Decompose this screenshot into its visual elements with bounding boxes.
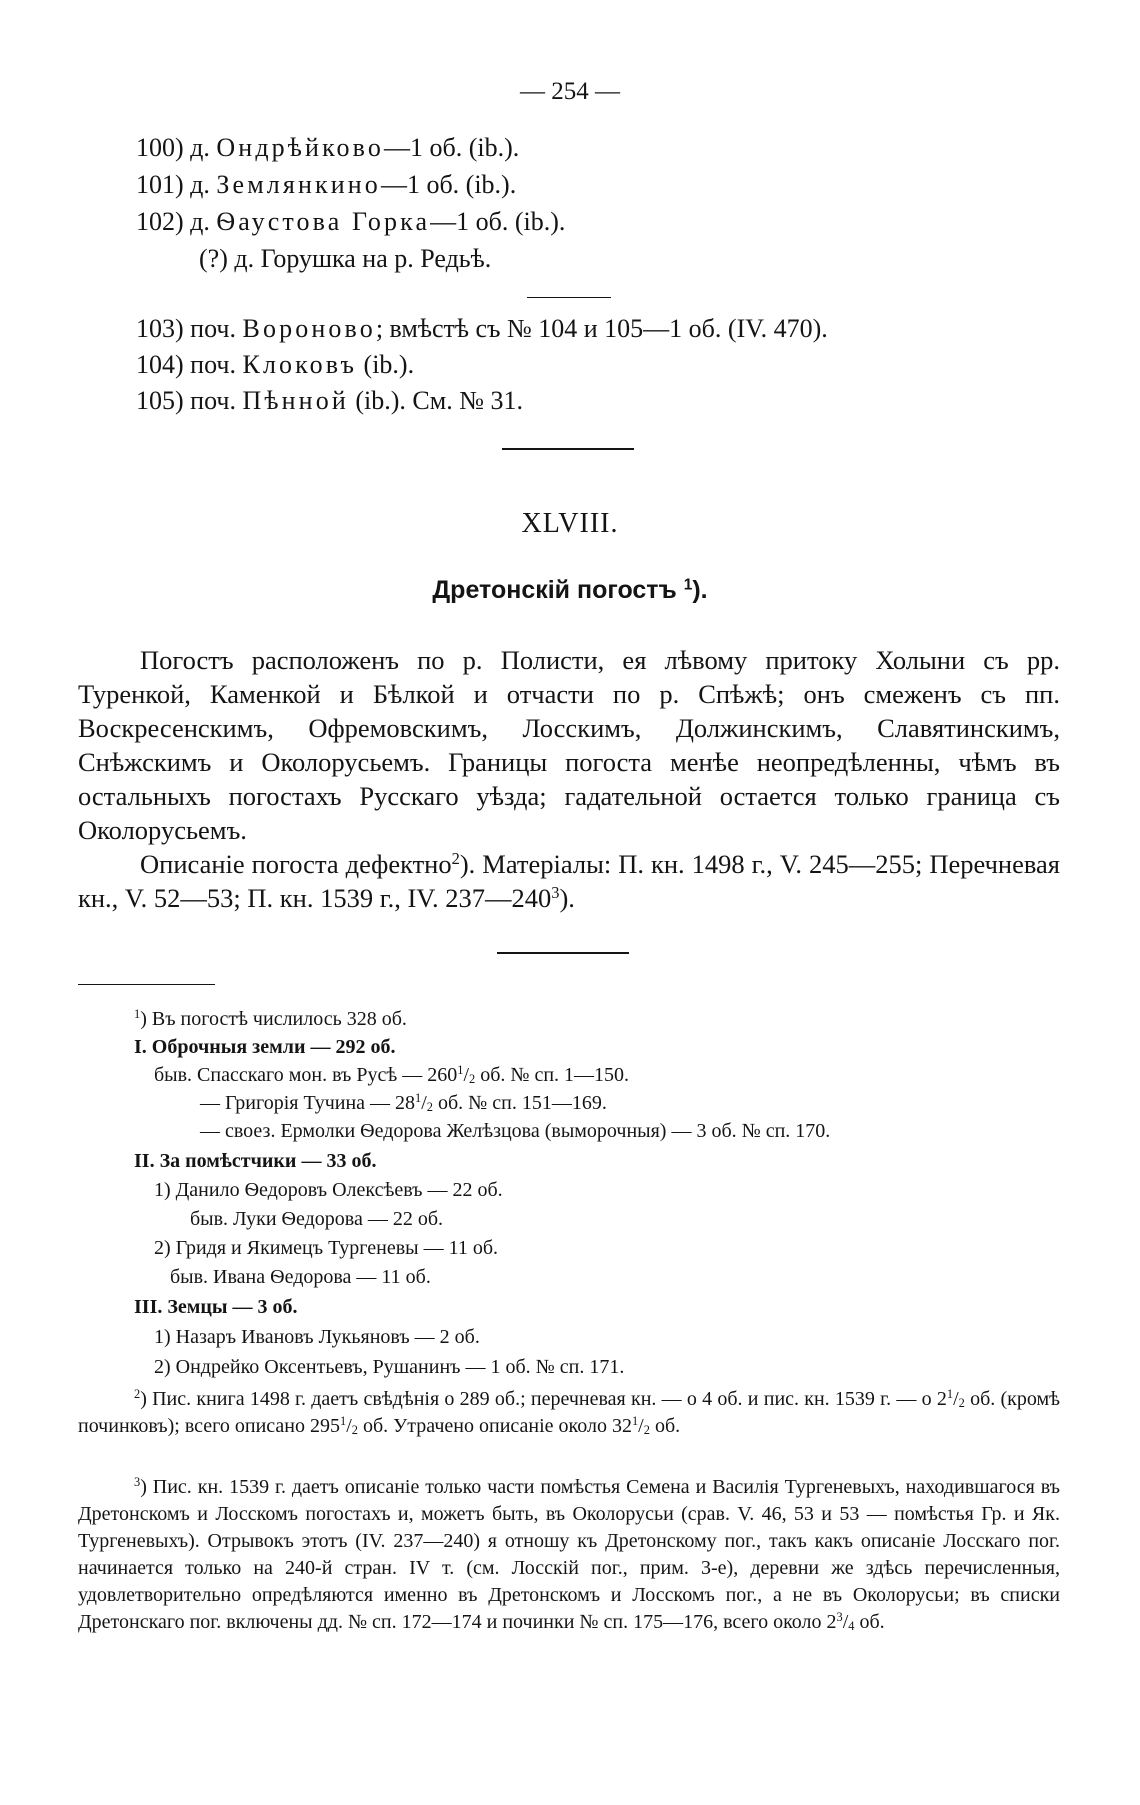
divider (497, 952, 629, 954)
footnote-line: 2) Ондрейко Оксентьевъ, Рушанинъ — 1 об. № сп. 171. (154, 1356, 625, 1378)
list-item: 105) поч. Пѣнной (ib.). См. № 31. (136, 386, 524, 415)
footnote-line: — Григорія Тучина — $28^1/_2$ об. № сп. 151—169. (200, 1091, 607, 1114)
list-item: 100) д. Ондрѣйково—1 об. (ib.). (136, 133, 520, 162)
footnote-separator (78, 984, 215, 985)
list-item: 104) поч. Клоковъ (ib.). (136, 350, 415, 379)
list-item: 102) д. Ѳаустова Горка—1 об. (ib.). (136, 207, 566, 236)
footnote-line: — своез. Ермолки Ѳедорова Желѣзцова (выморочныя) — 3 об. № сп. 170. (200, 1120, 831, 1142)
footnote-3: $^3$) Пис. кн. 1539 г. даетъ описаніе только части помѣстья Семена и Василія Тургеневыхъ, находившагося въ Дретонскомъ и Лосскомъ погостахъ и, можетъ быть, въ Околорусьи (срав. V. 46, 53 и 53 — помѣстья Гр. и Як. Тургеневыхъ). Отрывокъ этотъ (IV. 237—240) я отношу къ Дретонскому пог., такъ какъ описаніе Лосскаго пог. начинается только на 240-й стран. IV т. (см. Лосскій пог., прим. 3-е), деревни же здѣсь перечисленныя, удовлетворительно опредѣляются именно въ Дретонскомъ и Лосскомъ пог., а не въ Околорусьи; въ списки Дретонскаго пог. включены дд. № сп. 172—174 и починки № сп. 175—176, всего около $2^3/_4$ об. (78, 1475, 1060, 1633)
list-item: (?) д. Горушка на р. Редьѣ. (199, 244, 492, 273)
paragraph: Погостъ расположенъ по р. Полисти, ея лѣвому притоку Холыни съ рр. Туренкой, Каменкой и Бѣлкой и отчасти по р. Спѣжѣ; онъ смеженъ съ пп. Воскресенскимъ, Офремовскимъ, Лосскимъ, Должинскимъ, Славятинскимъ, Снѣжскимъ и Околорусьемъ. Границы погоста менѣе неопредѣленны, чѣмъ въ остальныхъ погостахъ Русскаго уѣзда; гадательной остается только граница съ Околорусьемъ. (78, 645, 1060, 845)
footnote-heading: I. Оброчныя земли — 292 об. (134, 1036, 396, 1058)
footnote-line: 1) Назаръ Ивановъ Лукьяновъ — 2 об. (154, 1326, 480, 1348)
footnote-line: быв. Луки Ѳедорова — 22 об. (190, 1208, 444, 1230)
footnote-heading: III. Земцы — 3 об. (134, 1296, 298, 1318)
list-item: 103) поч. Вороново; вмѣстѣ съ № 104 и 105—1 об. (IV. 470). (136, 314, 828, 343)
divider (527, 297, 611, 298)
paragraph: Описаніе погоста дефектно$^2$). Матеріалы: П. кн. 1498 г., V. 245—255; Перечневая кн., V. 52—53; П. кн. 1539 г., IV. $237—240^3$). (78, 848, 1060, 913)
divider (502, 448, 634, 450)
footnote-heading: II. За помѣстчики — 33 об. (134, 1150, 377, 1172)
footnote-line: 2) Гридя и Якимецъ Тургеневы — 11 об. (154, 1237, 499, 1259)
list-item: 101) д. Землянкино—1 об. (ib.). (136, 170, 517, 199)
section-number: XLVIII. (521, 508, 619, 539)
footnote-line: быв. Спасскаго мон. въ Русѣ — $260^1/_2$ об. № сп. 1—150. (154, 1063, 630, 1086)
page-number: — 254 — (520, 78, 620, 105)
footnote-1: $^1$) Въ погостѣ числилось 328 об. (134, 1007, 407, 1030)
footnote-2: $^2$) Пис. книга 1498 г. даетъ свѣдѣнія о 289 об.; перечневая кн. — о 4 об. и пис. кн. 1539 г. — о $2^1/_2$ об. (кромѣ починковъ); всего описано $295^1/_2$ об. Утрачено описаніе около $32^1/_2$ об. (78, 1387, 1061, 1437)
footnote-line: 1) Данило Ѳедоровъ Олексѣевъ — 22 об. (154, 1179, 503, 1201)
body-text (78, 643, 1060, 915)
footnote-line: быв. Ивана Ѳедорова — 11 об. (170, 1266, 431, 1288)
section-title: Дретонскій погостъ $^1$). (432, 576, 708, 604)
